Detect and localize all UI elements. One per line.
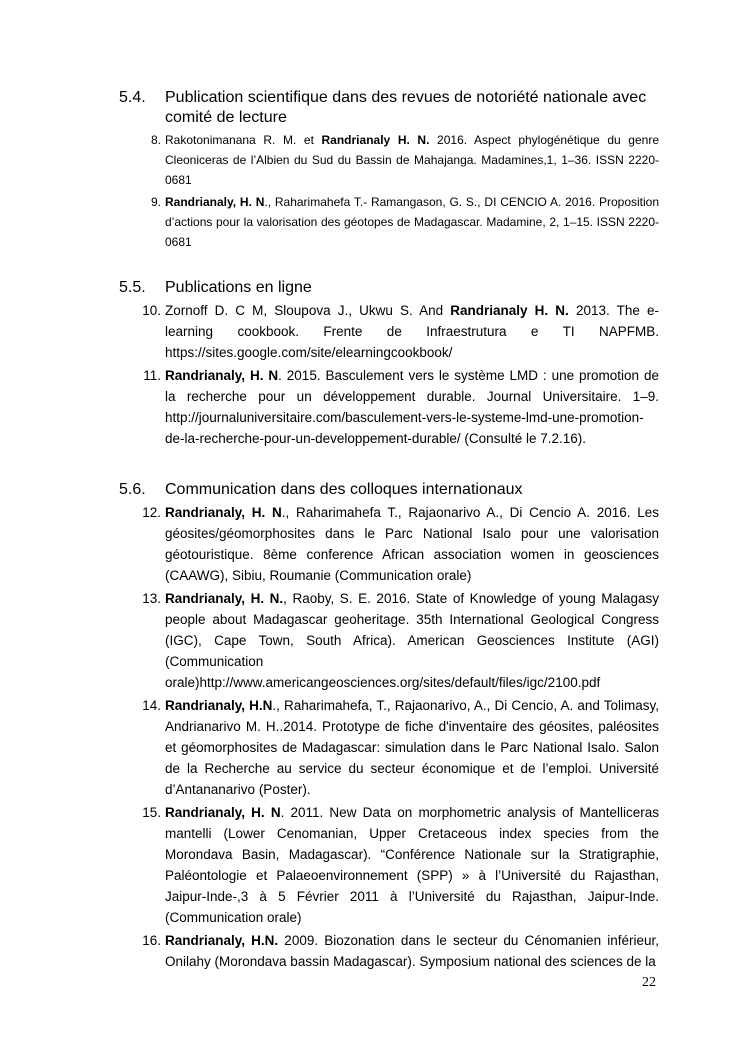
- reference-item: [119, 802, 659, 928]
- section-number: 5.5.: [119, 279, 146, 296]
- section-number: 5.4.: [119, 89, 146, 106]
- reference-text: Randrianaly, H. N. 2015. Basculement vers le système LMD : une promotion de la recherche pour un développement durable. Journal Universitaire. 1–9. http://journaluniversitaire.com/basculement-vers-le-systeme-lmd-une-promotion-de-la-recherche-pour-un-developpement-durable/ (Consulté le 7.2.16).: [165, 368, 659, 446]
- reference-number: 16.: [142, 933, 161, 948]
- reference-text: Rakotonimanana R. M. et Randrianaly H. N. 2016. Aspect phylogénétique du genre Cleoniceras de l’Albien du Sud du Bassin de Mahajanga. Madamines,1, 1–36. ISSN 2220-0681: [165, 133, 659, 187]
- reference-number: 11.: [143, 368, 161, 383]
- reference-number: 10.: [142, 303, 161, 318]
- reference-item: [119, 588, 659, 693]
- reference-number: 12.: [142, 505, 161, 520]
- section-heading: [119, 88, 659, 128]
- reference-text: Randrianaly, H. N., Raharimahefa T., Rajaonarivo A., Di Cencio A. 2016. Les géosites/géomorphosites dans le Parc National Isalo pour une valorisation géotouristique. 8ème conference African association women in geosciences (CAAWG), Sibiu, Roumanie (Communication orale): [165, 505, 659, 583]
- reference-number: 13.: [142, 591, 161, 606]
- reference-text: Randrianaly, H.N. 2009. Biozonation dans le secteur du Cénomanien inférieur, Onilahy (Morondava bassin Madagascar). Symposium national des sciences de la: [165, 933, 659, 969]
- section-5-4: [119, 88, 659, 252]
- reference-text: Randrianaly, H. N., Raharimahefa T.- Ramangason, G. S., DI CENCIO A. 2016. Proposition d’actions pour la valorisation des géotopes de Madagascar. Madamine, 2, 1–15. ISSN 2220-0681: [165, 195, 660, 249]
- section-heading: [119, 480, 659, 500]
- reference-number: 14.: [142, 698, 161, 713]
- section-number: 5.6.: [119, 481, 146, 498]
- reference-number: 9.: [150, 195, 161, 209]
- reference-text: Zornoff D. C M, Sloupova J., Ukwu S. And Randrianaly H. N. 2013. The e-learning cookbook. Frente de Infraestrutura e TI NAPFMB. https://sites.google.com/site/elearningcookbook/: [165, 303, 660, 360]
- reference-item: [119, 300, 659, 363]
- section-5-5: [119, 278, 659, 449]
- reference-item: [119, 192, 659, 252]
- page-number: 22: [642, 975, 656, 990]
- section-title: Publication scientifique dans des revues de notoriété nationale avec comité de lecture: [165, 89, 647, 126]
- reference-text: Randrianaly, H. N., Raoby, S. E. 2016. State of Knowledge of young Malagasy people about Madagascar geoheritage. 35th International Geological Congress (IGC), Cape Town, South Africa). American Geosciences Institute (AGI) (Communication orale)http://www.americangeosciences.org/sites/default/files/igc/2100.pdf: [165, 591, 659, 690]
- section-title: Communication dans des colloques internationaux: [165, 481, 523, 498]
- reference-number: 15.: [142, 805, 161, 820]
- reference-text: Randrianaly, H.N., Raharimahefa, T., Rajaonarivo, A., Di Cencio, A. and Tolimasy, Andrianarivo M. H..2014. Prototype de fiche d'inventaire des géosites, paléosites et géomorphosites de Madagascar: simulation dans le Parc National Isalo. Salon de la Recherche au service du secteur économique et de l’emploi. Université d’Antananarivo (Poster).: [165, 698, 659, 797]
- reference-item: [119, 930, 659, 972]
- reference-item: [119, 695, 659, 800]
- section-5-6: [119, 480, 659, 972]
- reference-number: 8.: [150, 133, 161, 147]
- section-title: Publications en ligne: [165, 279, 312, 296]
- reference-text: Randrianaly, H. N. 2011. New Data on morphometric analysis of Mantelliceras mantelli (Lower Cenomanian, Upper Cretaceous index species from the Morondava Basin, Madagascar). “Conférence Nationale sur la Stratigraphie, Paléontologie et Palaeoenvironnement (SPP) » à l’Université du Rajasthan, Jaipur-Inde-,3 à 5 Février 2011 à l’Université du Rajasthan, Jaipur-Inde. (Communication orale): [165, 805, 659, 925]
- reference-item: [119, 365, 659, 449]
- reference-item: [119, 130, 659, 190]
- section-heading: [119, 278, 659, 298]
- reference-item: [119, 502, 659, 586]
